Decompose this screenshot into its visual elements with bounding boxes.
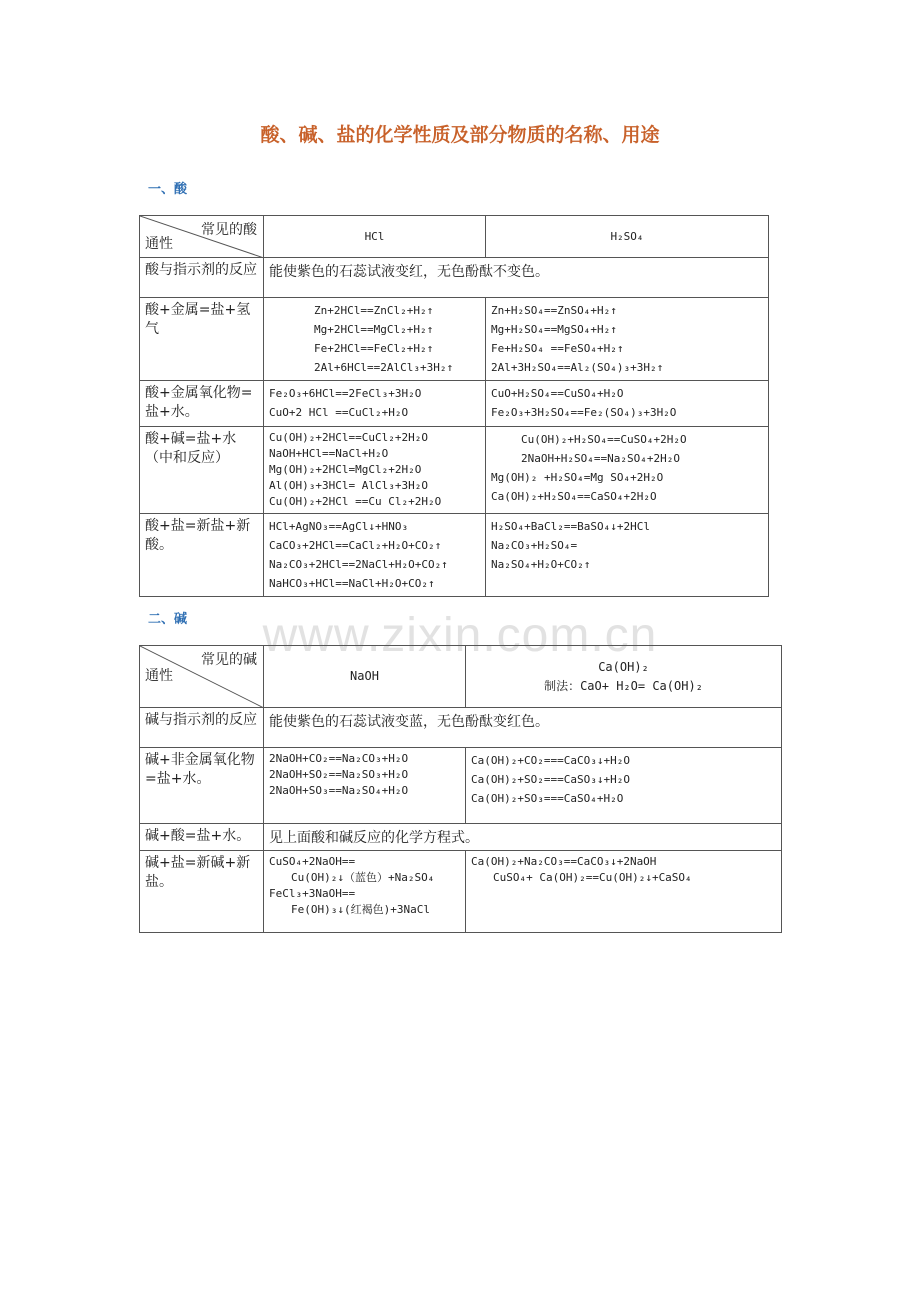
- row-label: 碱与指示剂的反应: [140, 708, 264, 748]
- equation: Mg+2HCl==MgCl₂+H₂↑: [314, 323, 434, 336]
- caoh2-equations: [466, 748, 782, 824]
- equation: Na₂CO₃+H₂SO₄=: [491, 539, 578, 552]
- hcl-equations: [264, 514, 486, 597]
- row-label: 酸+金属氧化物=盐+水。: [140, 381, 264, 427]
- h2so4-equations: [486, 427, 769, 514]
- equation: 2NaOH+SO₃==Na₂SO₄+H₂O: [269, 784, 409, 797]
- row-label: 酸+碱=盐+水（中和反应）: [140, 427, 264, 514]
- acid-col-h2so4: H₂SO₄: [486, 216, 769, 258]
- equation: 2NaOH+CO₂==Na₂CO₃+H₂O: [269, 752, 409, 765]
- acid-heading: 一、酸: [148, 182, 188, 197]
- equation: Ca(OH)₂+Na₂CO₃==CaCO₃↓+2NaOH: [471, 855, 657, 868]
- equation: CuSO₄+2NaOH==: [269, 855, 356, 868]
- page-title: 酸、碱、盐的化学性质及部分物质的名称、用途: [260, 124, 660, 146]
- row-label: 酸+盐=新盐+新酸。: [140, 514, 264, 597]
- naoh-equations: [264, 748, 466, 824]
- caoh2-equations: [466, 851, 782, 933]
- equation: Fe₂O₃+6HCl==2FeCl₃+3H₂O: [269, 387, 422, 400]
- base-heading: 二、碱: [148, 612, 188, 627]
- acid-table: [139, 215, 769, 597]
- base-corner-header: [140, 646, 264, 708]
- equation: NaOH+HCl==NaCl+H₂O: [269, 447, 389, 460]
- watermark: www.zixin.com.cn: [262, 609, 658, 662]
- equation: CuO+2 HCl ==CuCl₂+H₂O: [269, 406, 409, 419]
- equation: 2Al+6HCl==2AlCl₃+3H₂↑: [314, 361, 454, 374]
- corner-top-label: 常见的酸: [201, 222, 257, 238]
- equation: H₂SO₄+BaCl₂==BaSO₄↓+2HCl: [491, 520, 650, 533]
- row-label: 碱+酸=盐+水。: [140, 824, 264, 851]
- row-label: 酸与指示剂的反应: [140, 258, 264, 298]
- corner-top-label: 常见的碱: [201, 652, 257, 668]
- corner-bottom-label: 通性: [145, 668, 173, 684]
- col-formula: Ca(OH)₂: [598, 659, 649, 674]
- equation: Ca(OH)₂+H₂SO₄==CaSO₄+2H₂O: [491, 490, 657, 503]
- acid-col-hcl: HCl: [264, 216, 486, 258]
- equation: Na₂SO₄+H₂O+CO₂↑: [491, 558, 591, 571]
- equation: 2NaOH+SO₂==Na₂SO₃+H₂O: [269, 768, 409, 781]
- h2so4-equations: [486, 298, 769, 381]
- equation: FeCl₃+3NaOH==: [269, 887, 356, 900]
- row-label: 碱+盐=新碱+新盐。: [140, 851, 264, 933]
- equation: 2Al+3H₂SO₄==Al₂(SO₄)₃+3H₂↑: [491, 361, 664, 374]
- col-preparation: 制法：CaO+ H₂O= Ca(OH)₂: [544, 678, 703, 693]
- hcl-equations: [264, 427, 486, 514]
- hcl-equations: [264, 298, 486, 381]
- row-label: 酸+金属=盐+氢气: [140, 298, 264, 381]
- acid-corner-header: [140, 216, 264, 258]
- equation: Ca(OH)₂+SO₃===CaSO₄+H₂O: [471, 792, 624, 805]
- equation: Cu(OH)₂+2HCl ==Cu Cl₂+2H₂O: [269, 495, 442, 508]
- equation: Fe(OH)₃↓(红褐色)+3NaCl: [291, 903, 430, 916]
- h2so4-equations: [486, 514, 769, 597]
- equation: NaHCO₃+HCl==NaCl+H₂O+CO₂↑: [269, 577, 435, 590]
- corner-bottom-label: 通性: [145, 236, 173, 252]
- equation: Cu(OH)₂+H₂SO₄==CuSO₄+2H₂O: [521, 433, 687, 446]
- base-col-naoh: NaOH: [264, 646, 466, 708]
- equation: Fe+2HCl==FeCl₂+H₂↑: [314, 342, 434, 355]
- naoh-equations: [264, 851, 466, 933]
- equation: Fe+H₂SO₄ ==FeSO₄+H₂↑: [491, 342, 624, 355]
- equation: Fe₂O₃+3H₂SO₄==Fe₂(SO₄)₃+3H₂O: [491, 406, 677, 419]
- equation: HCl+AgNO₃==AgCl↓+HNO₃: [269, 520, 409, 533]
- equation: Mg(OH)₂ +H₂SO₄=Mg SO₄+2H₂O: [491, 471, 664, 484]
- base-table: [139, 645, 782, 933]
- row-description: 能使紫色的石蕊试液变蓝，无色酚酞变红色。: [264, 708, 782, 748]
- equation: Al(OH)₃+3HCl= AlCl₃+3H₂O: [269, 479, 428, 492]
- equation: Mg(OH)₂+2HCl=MgCl₂+2H₂O: [269, 463, 422, 476]
- equation: Na₂CO₃+2HCl==2NaCl+H₂O+CO₂↑: [269, 558, 448, 571]
- equation: Cu(OH)₂↓（蓝色）+Na₂SO₄: [291, 871, 435, 884]
- base-col-caoh2: [466, 646, 782, 708]
- equation: CuO+H₂SO₄==CuSO₄+H₂O: [491, 387, 624, 400]
- hcl-equations: [264, 381, 486, 427]
- row-description: 能使紫色的石蕊试液变红，无色酚酞不变色。: [264, 258, 769, 298]
- h2so4-equations: [486, 381, 769, 427]
- row-label: 碱+非金属氧化物=盐+水。: [140, 748, 264, 824]
- equation: Ca(OH)₂+SO₂===CaSO₃↓+H₂O: [471, 773, 630, 786]
- equation: Ca(OH)₂+CO₂===CaCO₃↓+H₂O: [471, 754, 630, 767]
- row-description: 见上面酸和碱反应的化学方程式。: [264, 824, 782, 851]
- equation: Zn+2HCl==ZnCl₂+H₂↑: [314, 304, 434, 317]
- equation: Zn+H₂SO₄==ZnSO₄+H₂↑: [491, 304, 617, 317]
- equation: Mg+H₂SO₄==MgSO₄+H₂↑: [491, 323, 617, 336]
- equation: 2NaOH+H₂SO₄==Na₂SO₄+2H₂O: [521, 452, 680, 465]
- equation: CaCO₃+2HCl==CaCl₂+H₂O+CO₂↑: [269, 539, 442, 552]
- equation: CuSO₄+ Ca(OH)₂==Cu(OH)₂↓+CaSO₄: [493, 871, 692, 884]
- equation: Cu(OH)₂+2HCl==CuCl₂+2H₂O: [269, 431, 428, 444]
